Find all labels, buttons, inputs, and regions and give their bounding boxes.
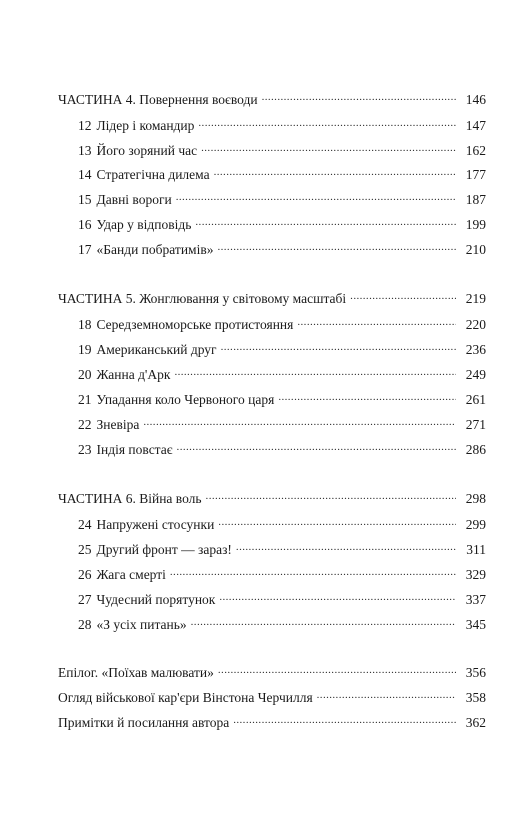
chapter-number: 25 bbox=[78, 542, 92, 557]
dot-leader bbox=[176, 192, 456, 204]
page-number: 261 bbox=[465, 392, 486, 407]
chapter-title: Давні вороги bbox=[96, 192, 172, 207]
page-number: 236 bbox=[465, 342, 486, 357]
toc-chapter[interactable] bbox=[78, 317, 486, 333]
toc-chapter[interactable] bbox=[78, 517, 486, 533]
dot-leader bbox=[297, 317, 456, 329]
chapter-number: 22 bbox=[78, 417, 92, 432]
toc-career-overview[interactable] bbox=[58, 690, 486, 706]
toc-chapter[interactable] bbox=[78, 417, 486, 433]
chapter-number: 21 bbox=[78, 392, 92, 407]
page-number: 177 bbox=[465, 167, 486, 182]
dot-leader bbox=[170, 567, 456, 579]
page-number: 219 bbox=[465, 291, 486, 306]
chapter-number: 28 bbox=[78, 617, 92, 632]
dot-leader bbox=[191, 617, 456, 629]
page-number: 220 bbox=[465, 317, 486, 332]
chapter-title: «Банди побратимів» bbox=[96, 242, 214, 257]
back-matter-title: Примітки й посилання автора bbox=[58, 715, 230, 730]
toc-chapter[interactable] bbox=[78, 192, 486, 208]
page-number: 162 bbox=[465, 143, 486, 158]
chapter-number: 23 bbox=[78, 442, 92, 457]
dot-leader bbox=[143, 417, 456, 429]
dot-leader bbox=[233, 715, 456, 727]
chapter-title: Лідер і командир bbox=[96, 118, 195, 133]
toc-chapter[interactable] bbox=[78, 567, 486, 583]
toc-chapter[interactable] bbox=[78, 342, 486, 358]
chapter-number: 24 bbox=[78, 517, 92, 532]
chapter-title: Удар у відповідь bbox=[96, 217, 192, 232]
dot-leader bbox=[201, 143, 456, 155]
toc-chapter[interactable] bbox=[78, 542, 486, 558]
dot-leader bbox=[214, 167, 456, 179]
chapter-title: Зневіра bbox=[96, 417, 140, 432]
toc-chapter[interactable] bbox=[78, 617, 486, 633]
toc-author-notes[interactable] bbox=[58, 715, 486, 731]
chapter-title: Середземноморське протистояння bbox=[96, 317, 294, 332]
chapter-title: Чудесний порятунок bbox=[96, 592, 216, 607]
toc-chapter[interactable] bbox=[78, 392, 486, 408]
page-number: 356 bbox=[465, 665, 486, 680]
dot-leader bbox=[221, 342, 456, 354]
page-number: 299 bbox=[465, 517, 486, 532]
page-number: 345 bbox=[465, 617, 486, 632]
dot-leader bbox=[218, 665, 456, 677]
page-number: 147 bbox=[465, 118, 486, 133]
toc-chapter[interactable] bbox=[78, 367, 486, 383]
dot-leader bbox=[195, 217, 456, 229]
dot-leader bbox=[174, 367, 456, 379]
chapter-title: Стратегічна дилема bbox=[96, 167, 210, 182]
chapter-number: 26 bbox=[78, 567, 92, 582]
dot-leader bbox=[278, 392, 456, 404]
page-number: 329 bbox=[465, 567, 486, 582]
chapter-title: Другий фронт — зараз! bbox=[96, 542, 232, 557]
chapter-number: 18 bbox=[78, 317, 92, 332]
chapter-number: 13 bbox=[78, 143, 92, 158]
toc-chapter[interactable] bbox=[78, 217, 486, 233]
page-number: 249 bbox=[465, 367, 486, 382]
chapter-title: «З усіх питань» bbox=[96, 617, 187, 632]
toc-chapter[interactable] bbox=[78, 242, 486, 258]
dot-leader bbox=[262, 92, 456, 104]
page-number: 187 bbox=[465, 192, 486, 207]
chapter-title: Жага смерті bbox=[96, 567, 166, 582]
page-number: 362 bbox=[465, 715, 486, 730]
chapter-number: 12 bbox=[78, 118, 92, 133]
chapter-number: 19 bbox=[78, 342, 92, 357]
chapter-number: 20 bbox=[78, 367, 92, 382]
dot-leader bbox=[218, 517, 456, 529]
page-number: 210 bbox=[465, 242, 486, 257]
chapter-number: 27 bbox=[78, 592, 92, 607]
dot-leader bbox=[317, 690, 456, 702]
dot-leader bbox=[236, 542, 456, 554]
toc-part-6[interactable] bbox=[58, 491, 486, 507]
chapter-number: 15 bbox=[78, 192, 92, 207]
chapter-title: Індія повстає bbox=[96, 442, 173, 457]
toc-chapter[interactable] bbox=[78, 143, 486, 159]
back-matter-title: Огляд військової кар'єри Вінстона Черчилля bbox=[58, 690, 313, 705]
page-number: 271 bbox=[465, 417, 486, 432]
part-title: ЧАСТИНА 4. Повернення воєводи bbox=[58, 92, 258, 107]
chapter-title: Упадання коло Червоного царя bbox=[96, 392, 275, 407]
toc-chapter[interactable] bbox=[78, 442, 486, 458]
dot-leader bbox=[219, 592, 456, 604]
chapter-title: Жанна д'Арк bbox=[96, 367, 171, 382]
toc-chapter[interactable] bbox=[78, 167, 486, 183]
dot-leader bbox=[177, 442, 456, 454]
chapter-title: Американський друг bbox=[96, 342, 217, 357]
page-number: 358 bbox=[465, 690, 486, 705]
toc-chapter[interactable] bbox=[78, 118, 486, 134]
toc-epilogue[interactable] bbox=[58, 665, 486, 681]
part-title: ЧАСТИНА 6. Війна воль bbox=[58, 491, 202, 506]
chapter-number: 16 bbox=[78, 217, 92, 232]
toc-chapter[interactable] bbox=[78, 592, 486, 608]
page-number: 286 bbox=[465, 442, 486, 457]
back-matter-title: Епілог. «Поїхав малювати» bbox=[58, 665, 214, 680]
toc-part-5[interactable] bbox=[58, 291, 486, 307]
dot-leader bbox=[350, 291, 456, 303]
page-number: 298 bbox=[465, 491, 486, 506]
chapter-title: Його зоряний час bbox=[96, 143, 198, 158]
part-title: ЧАСТИНА 5. Жонглювання у світовому масштабі bbox=[58, 291, 347, 306]
dot-leader bbox=[198, 118, 456, 130]
chapter-number: 17 bbox=[78, 242, 92, 257]
page-number: 146 bbox=[465, 92, 486, 107]
page-number: 311 bbox=[466, 542, 486, 557]
dot-leader bbox=[217, 242, 456, 254]
chapter-number: 14 bbox=[78, 167, 92, 182]
page-number: 199 bbox=[465, 217, 486, 232]
toc-part-4[interactable] bbox=[58, 92, 486, 108]
dot-leader bbox=[206, 491, 456, 503]
chapter-title: Напружені стосунки bbox=[96, 517, 215, 532]
page-number: 337 bbox=[465, 592, 486, 607]
